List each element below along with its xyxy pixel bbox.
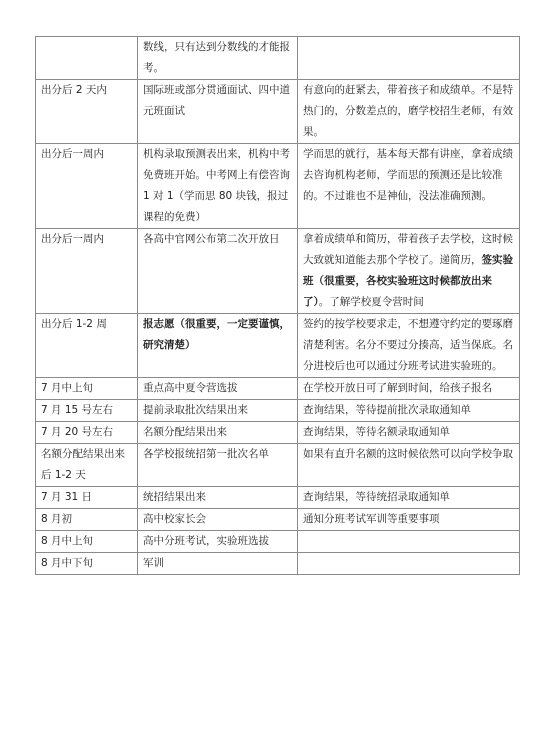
- time-cell: 8 月中下旬: [36, 553, 138, 575]
- table-row: [36, 80, 520, 144]
- advice-cell: 查询结果，等待统招录取通知单: [298, 487, 520, 509]
- time-cell: 出分后一周内: [36, 229, 138, 314]
- event-cell: 数线，只有达到分数线的才能报考。: [138, 37, 298, 80]
- time-cell: 出分后一周内: [36, 144, 138, 229]
- advice-cell: 在学校开放日可了解到时间，给孩子报名: [298, 378, 520, 400]
- table-row: [36, 37, 520, 80]
- time-cell: 8 月初: [36, 509, 138, 531]
- table-row: [36, 400, 520, 422]
- event-cell: 各学校报统招第一批次名单: [138, 444, 298, 487]
- advice-emphasis: 签实验班（很重要，各校实验班这时候都放出来了）: [303, 254, 513, 308]
- table-row: [36, 229, 520, 314]
- advice-cell: [298, 553, 520, 575]
- time-cell: [36, 37, 138, 80]
- event-cell: 各高中官网公布第二次开放日: [138, 229, 298, 314]
- time-cell: 出分后 2 天内: [36, 80, 138, 144]
- event-cell: 机构录取预测表出来，机构中考免费班开始。中考网上有偿咨询 1 对 1（学而思 80 块钱，报过课程的免费）: [138, 144, 298, 229]
- time-cell: 7 月 31 日: [36, 487, 138, 509]
- table-row: [36, 444, 520, 487]
- table-row: [36, 531, 520, 553]
- timeline-table: [35, 36, 520, 575]
- advice-cell: 查询结果，等待提前批次录取通知单: [298, 400, 520, 422]
- time-cell: 出分后 1-2 周: [36, 314, 138, 378]
- event-cell: 军训: [138, 553, 298, 575]
- event-cell: 名额分配结果出来: [138, 422, 298, 444]
- advice-cell: 有意向的赶紧去，带着孩子和成绩单。不是特热门的，分数差点的，磨学校招生老师，有效果。: [298, 80, 520, 144]
- advice-cell: [298, 37, 520, 80]
- advice-cell: 如果有直升名额的这时候依然可以向学校争取: [298, 444, 520, 487]
- event-cell: 高中校家长会: [138, 509, 298, 531]
- event-cell: 国际班或部分贯通面试、四中道元班面试: [138, 80, 298, 144]
- advice-cell: [298, 229, 520, 314]
- time-cell: 名额分配结果出来后 1-2 天: [36, 444, 138, 487]
- advice-cell: 签约的按学校要求走，不想遵守约定的要琢磨清楚利害。名分不要过分揍高，适当保底。名分进校后也可以通过分班考试进实验班的。: [298, 314, 520, 378]
- advice-cell: 查询结果，等待名额录取通知单: [298, 422, 520, 444]
- time-cell: 7 月 15 号左右: [36, 400, 138, 422]
- event-cell: 统招结果出来: [138, 487, 298, 509]
- advice-cell: 学而思的就行，基本每天都有讲座，拿着成绩去咨询机构老师，学而思的预测还是比较准的。不过谁也不是神仙，没法准确预测。: [298, 144, 520, 229]
- time-cell: 7 月中上旬: [36, 378, 138, 400]
- table-row: [36, 553, 520, 575]
- event-cell: 重点高中夏令营选拔: [138, 378, 298, 400]
- event-cell: 高中分班考试，实验班选拔: [138, 531, 298, 553]
- table-row: [36, 378, 520, 400]
- table-row: [36, 144, 520, 229]
- advice-cell: [298, 531, 520, 553]
- time-cell: 8 月中上旬: [36, 531, 138, 553]
- table-row: [36, 314, 520, 378]
- event-cell: 报志愿（很重要，一定要谨慎，研究清楚）: [138, 314, 298, 378]
- event-cell: 提前录取批次结果出来: [138, 400, 298, 422]
- advice-text: 拿着成绩单和简历，带着孩子去学校，这时候大致就知道能去那个学校了。递简历，: [303, 233, 513, 266]
- advice-text: 。了解学校夏令营时间: [318, 296, 424, 308]
- table-row: [36, 509, 520, 531]
- table-row: [36, 422, 520, 444]
- advice-cell: 通知分班考试军训等重要事项: [298, 509, 520, 531]
- time-cell: 7 月 20 号左右: [36, 422, 138, 444]
- table-row: [36, 487, 520, 509]
